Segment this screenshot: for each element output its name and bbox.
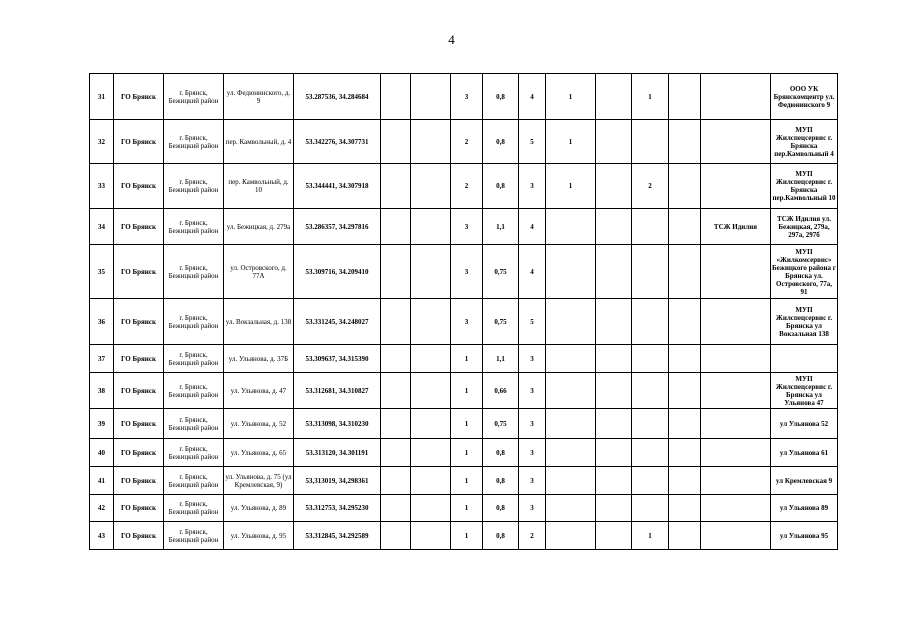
management-company: ООО УК Брянскомцентр ул. Федюнинского 9 (771, 74, 838, 120)
col-9: 0,75 (483, 245, 519, 299)
coordinates: 53.312681, 34.310827 (294, 373, 381, 409)
city-district: г. Брянск, Бежицкий район (164, 120, 224, 164)
col-8: 3 (451, 245, 483, 299)
row-number: 37 (90, 345, 114, 373)
address: пер. Камвольный, д. 10 (224, 164, 294, 209)
row-number: 34 (90, 209, 114, 245)
district: ГО Брянск (114, 409, 164, 439)
city-district: г. Брянск, Бежицкий район (164, 245, 224, 299)
row-number: 33 (90, 164, 114, 209)
col-11 (546, 373, 596, 409)
col-8: 2 (451, 164, 483, 209)
col-7 (411, 409, 451, 439)
address: ул. Ульянова, д. 89 (224, 495, 294, 522)
col-15 (701, 164, 771, 209)
col-11 (546, 245, 596, 299)
col-8: 1 (451, 345, 483, 373)
city-district: г. Брянск, Бежицкий район (164, 373, 224, 409)
col-15 (701, 439, 771, 467)
management-company: МУП Жилспецсервис г. Брянска пер.Камвольный 10 (771, 164, 838, 209)
col-10: 3 (519, 439, 546, 467)
management-company: МУП «Жилкомсервис» Бежицкого района г Брянска ул. Островского, 77а, 91 (771, 245, 838, 299)
col-14 (669, 120, 701, 164)
management-company: МУП Жилспецсервис г. Брянска ул Ульянова 47 (771, 373, 838, 409)
col-12 (596, 164, 632, 209)
col-8: 3 (451, 299, 483, 345)
district: ГО Брянск (114, 299, 164, 345)
register-table (89, 73, 838, 550)
col-9: 0,8 (483, 495, 519, 522)
coordinates: 53.286357, 34.297816 (294, 209, 381, 245)
col-11 (546, 495, 596, 522)
col-13: 1 (632, 74, 669, 120)
district: ГО Брянск (114, 245, 164, 299)
col-12 (596, 495, 632, 522)
col-6 (381, 373, 411, 409)
col-13 (632, 299, 669, 345)
col-8: 2 (451, 120, 483, 164)
col-14 (669, 439, 701, 467)
col-6 (381, 120, 411, 164)
address: ул. Островского, д. 77А (224, 245, 294, 299)
col-12 (596, 522, 632, 550)
col-7 (411, 209, 451, 245)
col-14 (669, 164, 701, 209)
col-12 (596, 245, 632, 299)
col-9: 0,75 (483, 409, 519, 439)
management-company: ул Ульянова 89 (771, 495, 838, 522)
col-8: 1 (451, 373, 483, 409)
col-9: 0,8 (483, 522, 519, 550)
city-district: г. Брянск, Бежицкий район (164, 439, 224, 467)
table-row (90, 209, 838, 245)
col-10: 3 (519, 495, 546, 522)
col-11: 1 (546, 74, 596, 120)
address: ул. Вокзальная, д. 138 (224, 299, 294, 345)
district: ГО Брянск (114, 209, 164, 245)
col-6 (381, 495, 411, 522)
col-12 (596, 299, 632, 345)
col-13 (632, 209, 669, 245)
col-8: 1 (451, 522, 483, 550)
col-12 (596, 345, 632, 373)
address: ул. Бежицкая, д. 279а (224, 209, 294, 245)
col-7 (411, 522, 451, 550)
col-10: 2 (519, 522, 546, 550)
col-6 (381, 439, 411, 467)
row-number: 36 (90, 299, 114, 345)
col-13 (632, 467, 669, 495)
row-number: 43 (90, 522, 114, 550)
col-13 (632, 245, 669, 299)
col-14 (669, 522, 701, 550)
col-13 (632, 373, 669, 409)
col-13 (632, 439, 669, 467)
col-15 (701, 373, 771, 409)
col-7 (411, 74, 451, 120)
row-number: 35 (90, 245, 114, 299)
col-10: 4 (519, 74, 546, 120)
col-10: 5 (519, 120, 546, 164)
col-8: 3 (451, 209, 483, 245)
col-11 (546, 409, 596, 439)
address: ул. Ульянова, д. 95 (224, 522, 294, 550)
col-7 (411, 467, 451, 495)
col-15 (701, 299, 771, 345)
col-15 (701, 495, 771, 522)
col-15 (701, 245, 771, 299)
coordinates: 53.309637, 34.315390 (294, 345, 381, 373)
address: пер. Камвольный, д. 4 (224, 120, 294, 164)
col-7 (411, 245, 451, 299)
col-8: 1 (451, 409, 483, 439)
address: ул. Ульянова, д. 75 (ул Кремлевская, 9) (224, 467, 294, 495)
col-9: 0,8 (483, 467, 519, 495)
col-13 (632, 409, 669, 439)
col-8: 1 (451, 467, 483, 495)
row-number: 40 (90, 439, 114, 467)
coordinates: 53.313098, 34.310230 (294, 409, 381, 439)
col-9: 0,66 (483, 373, 519, 409)
col-13 (632, 495, 669, 522)
table-row (90, 164, 838, 209)
col-15 (701, 74, 771, 120)
city-district: г. Брянск, Бежицкий район (164, 209, 224, 245)
col-10: 3 (519, 373, 546, 409)
table-row (90, 467, 838, 495)
management-company (771, 345, 838, 373)
address: ул. Ульянова, д. 37Б (224, 345, 294, 373)
col-6 (381, 409, 411, 439)
col-8: 1 (451, 439, 483, 467)
district: ГО Брянск (114, 373, 164, 409)
col-14 (669, 74, 701, 120)
coordinates: 53.312845, 34.292589 (294, 522, 381, 550)
row-number: 39 (90, 409, 114, 439)
city-district: г. Брянск, Бежицкий район (164, 409, 224, 439)
col-12 (596, 467, 632, 495)
col-14 (669, 373, 701, 409)
coordinates: 53.344441, 34.307918 (294, 164, 381, 209)
district: ГО Брянск (114, 345, 164, 373)
col-9: 0,75 (483, 299, 519, 345)
coordinates: 53.331245, 34.248027 (294, 299, 381, 345)
management-company: ул Ульянова 95 (771, 522, 838, 550)
col-6 (381, 467, 411, 495)
coordinates: 53.287536, 34.284684 (294, 74, 381, 120)
page-number: 4 (448, 32, 455, 47)
management-company: МУП Жилспецсервис г. Брянска ул Вокзальная 138 (771, 299, 838, 345)
coordinates: 53.342276, 34.307731 (294, 120, 381, 164)
col-11 (546, 299, 596, 345)
col-12 (596, 209, 632, 245)
col-11 (546, 209, 596, 245)
district: ГО Брянск (114, 120, 164, 164)
col-12 (596, 409, 632, 439)
col-12 (596, 373, 632, 409)
col-13 (632, 345, 669, 373)
table-row (90, 74, 838, 120)
city-district: г. Брянск, Бежицкий район (164, 345, 224, 373)
col-13: 2 (632, 164, 669, 209)
management-company: ул Ульянова 61 (771, 439, 838, 467)
col-15 (701, 522, 771, 550)
col-13 (632, 120, 669, 164)
col-8: 1 (451, 495, 483, 522)
district: ГО Брянск (114, 522, 164, 550)
col-14 (669, 467, 701, 495)
city-district: г. Брянск, Бежицкий район (164, 495, 224, 522)
city-district: г. Брянск, Бежицкий район (164, 522, 224, 550)
row-number: 41 (90, 467, 114, 495)
col-14 (669, 409, 701, 439)
table-row (90, 495, 838, 522)
col-15 (701, 120, 771, 164)
table-row (90, 245, 838, 299)
management-company: ТСЖ Идилия ул. Бежицкая, 279а, 297а, 297б (771, 209, 838, 245)
col-9: 0,8 (483, 164, 519, 209)
col-10: 3 (519, 409, 546, 439)
col-7 (411, 373, 451, 409)
col-9: 1,1 (483, 345, 519, 373)
col-6 (381, 299, 411, 345)
col-14 (669, 245, 701, 299)
table-body (90, 74, 838, 550)
col-11 (546, 439, 596, 467)
col-6 (381, 345, 411, 373)
col-14 (669, 345, 701, 373)
col-9: 0,8 (483, 439, 519, 467)
col-13: 1 (632, 522, 669, 550)
col-11 (546, 467, 596, 495)
management-company: МУП Жилспецсервис г. Брянска пер.Камвольный 4 (771, 120, 838, 164)
coordinates: 53,313019, 34,298361 (294, 467, 381, 495)
col-14 (669, 495, 701, 522)
col-6 (381, 164, 411, 209)
col-10: 4 (519, 209, 546, 245)
col-14 (669, 299, 701, 345)
col-10: 5 (519, 299, 546, 345)
col-9: 0,8 (483, 120, 519, 164)
col-6 (381, 209, 411, 245)
address: ул. Ульянова, д. 47 (224, 373, 294, 409)
col-15: ТСЖ Идилия (701, 209, 771, 245)
col-7 (411, 439, 451, 467)
district: ГО Брянск (114, 495, 164, 522)
district: ГО Брянск (114, 164, 164, 209)
col-15 (701, 345, 771, 373)
col-11 (546, 522, 596, 550)
col-9: 1,1 (483, 209, 519, 245)
management-company: ул Ульянова 52 (771, 409, 838, 439)
address: ул. Федюнинского, д. 9 (224, 74, 294, 120)
col-12 (596, 439, 632, 467)
address: ул. Ульянова, д. 65 (224, 439, 294, 467)
row-number: 38 (90, 373, 114, 409)
col-14 (669, 209, 701, 245)
col-11: 1 (546, 164, 596, 209)
row-number: 32 (90, 120, 114, 164)
col-10: 3 (519, 467, 546, 495)
table-row (90, 120, 838, 164)
col-6 (381, 74, 411, 120)
table-row (90, 439, 838, 467)
col-6 (381, 245, 411, 299)
col-7 (411, 345, 451, 373)
col-10: 3 (519, 164, 546, 209)
col-6 (381, 522, 411, 550)
coordinates: 53.309716, 34.209410 (294, 245, 381, 299)
col-7 (411, 164, 451, 209)
city-district: г. Брянск, Бежицкий район (164, 74, 224, 120)
city-district: г. Брянск, Бежицкий район (164, 299, 224, 345)
col-11: 1 (546, 120, 596, 164)
table-row (90, 522, 838, 550)
table-row (90, 299, 838, 345)
table-row (90, 345, 838, 373)
col-10: 3 (519, 345, 546, 373)
city-district: г. Брянск, Бежицкий район (164, 164, 224, 209)
col-12 (596, 120, 632, 164)
col-15 (701, 467, 771, 495)
col-15 (701, 409, 771, 439)
city-district: г. Брянск, Бежицкий район (164, 467, 224, 495)
district: ГО Брянск (114, 467, 164, 495)
table-row (90, 409, 838, 439)
col-12 (596, 74, 632, 120)
coordinates: 53.312753, 34.295230 (294, 495, 381, 522)
col-8: 3 (451, 74, 483, 120)
table-row (90, 373, 838, 409)
col-7 (411, 120, 451, 164)
col-11 (546, 345, 596, 373)
coordinates: 53.313120, 34.301191 (294, 439, 381, 467)
col-7 (411, 495, 451, 522)
management-company: ул Кремлевская 9 (771, 467, 838, 495)
col-10: 4 (519, 245, 546, 299)
address: ул. Ульянова, д. 52 (224, 409, 294, 439)
row-number: 31 (90, 74, 114, 120)
col-7 (411, 299, 451, 345)
col-9: 0,8 (483, 74, 519, 120)
row-number: 42 (90, 495, 114, 522)
district: ГО Брянск (114, 74, 164, 120)
district: ГО Брянск (114, 439, 164, 467)
